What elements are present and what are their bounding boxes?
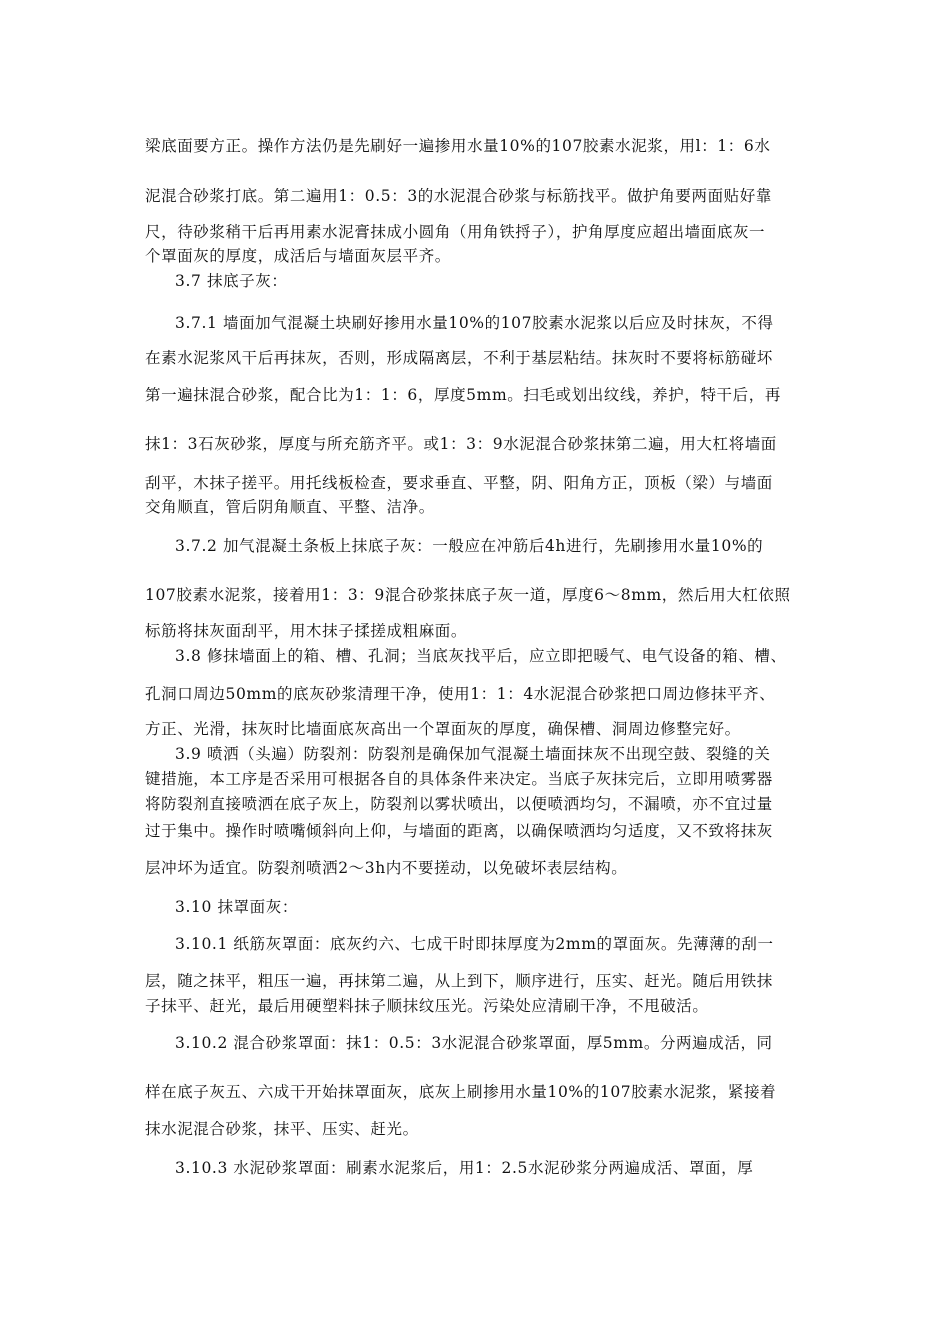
text-line: 3.8 修抹墙面上的箱、槽、孔洞；当底灰找平后，应立即把暖气、电气设备的箱、槽、	[175, 647, 787, 665]
section-heading: 3.7 抹底子灰：	[175, 272, 288, 290]
text-line: 个罩面灰的厚度，成活后与墙面灰层平齐。	[145, 247, 451, 265]
text-line: 样在底子灰五、六成干开始抹罩面灰，底灰上刷掺用水量10%的107胶素水泥浆，紧接着	[145, 1083, 777, 1101]
text-line: 第一遍抹混合砂浆，配合比为1：1：6，厚度5mm。扫毛或划出纹线，养护，特干后，再	[145, 386, 781, 404]
text-line: 泥混合砂浆打底。第二遍用1：0.5：3的水泥混合砂浆与标筋找平。做护角要两面贴好靠	[145, 187, 772, 205]
text-line: 尺，待砂浆稍干后再用素水泥膏抹成小圆角（用角铁捋子），护角厚度应超出墙面底灰一	[145, 223, 766, 241]
text-line: 交角顺直，管后阴角顺直、平整、洁净。	[145, 498, 435, 516]
text-line: 3.7.1 墙面加气混凝土块刷好掺用水量10%的107胶素水泥浆以后应及时抹灰，不得	[175, 314, 774, 332]
text-line: 107胶素水泥浆，接着用1：3：9混合砂浆抹底子灰一道，厚度6～8mm，然后用大杠依照	[145, 586, 791, 604]
text-line: 3.7.2 加气混凝土条板上抹底子灰：一般应在冲筋后4h进行，先刷掺用水量10%的	[175, 537, 764, 555]
text-line: 层，随之抹平，粗压一遍，再抹第二遍，从上到下，顺序进行，压实、赶光。随后用铁抹	[145, 972, 773, 990]
text-line: 3.10.2 混合砂浆罩面：抹1：0.5：3水泥混合砂浆罩面，厚5mm。分两遍成活，同	[175, 1034, 773, 1052]
text-line: 3.10.3 水泥砂浆罩面：刷素水泥浆后，用1：2.5水泥砂浆分两遍成活、罩面，厚	[175, 1159, 754, 1177]
text-line: 键措施，本工序是否采用可根据各自的具体条件来决定。当底子灰抹完后，立即用喷雾器	[145, 770, 773, 788]
section-heading: 3.10 抹罩面灰：	[175, 898, 298, 916]
text-line: 3.9 喷洒（头遍）防裂剂：防裂剂是确保加气混凝土墙面抹灰不出现空鼓、裂缝的关	[175, 745, 771, 763]
text-line: 在素水泥浆风干后再抹灰，否则，形成隔离层，不利于基层粘结。抹灰时不要将标筋碰坏	[145, 349, 773, 367]
text-line: 层冲坏为适宜。防裂剂喷洒2～3h内不要搓动，以免破坏表层结构。	[145, 859, 628, 877]
text-line: 3.10.1 纸筋灰罩面：底灰约六、七成干时即抹厚度为2mm的罩面灰。先薄薄的刮一	[175, 935, 774, 953]
text-line: 将防裂剂直接喷洒在底子灰上，防裂剂以雾状喷出，以便喷洒均匀，不漏喷，亦不宜过量	[145, 795, 773, 813]
text-line: 抹1：3石灰砂浆，厚度与所充筋齐平。或1：3：9水泥混合砂浆抹第二遍，用大杠将墙面	[145, 435, 777, 453]
text-line: 方正、光滑，抹灰时比墙面底灰高出一个罩面灰的厚度，确保槽、洞周边修整完好。	[145, 720, 741, 738]
text-line: 梁底面要方正。操作方法仍是先刷好一遍掺用水量10%的107胶素水泥浆，用l：1：6水	[145, 137, 771, 155]
text-line: 刮平，木抹子搓平。用托线板检查，要求垂直、平整，阴、阳角方正，顶板（梁）与墙面	[145, 474, 773, 492]
text-line: 过于集中。操作时喷嘴倾斜向上仰，与墙面的距离，以确保喷洒均匀适度，又不致将抹灰	[145, 822, 773, 840]
text-line: 抹水泥混合砂浆，抹平、压实、赶光。	[145, 1120, 419, 1138]
text-line: 标筋将抹灰面刮平，用木抹子揉搓成粗麻面。	[145, 622, 468, 640]
text-line: 孔洞口周边50mm的底灰砂浆清理干净，使用1：1：4水泥混合砂浆把口周边修抹平齐、	[145, 685, 776, 703]
text-line: 子抹平、赶光，最后用硬塑料抹子顺抹纹压光。污染处应清刷干净，不甩破活。	[145, 997, 709, 1015]
